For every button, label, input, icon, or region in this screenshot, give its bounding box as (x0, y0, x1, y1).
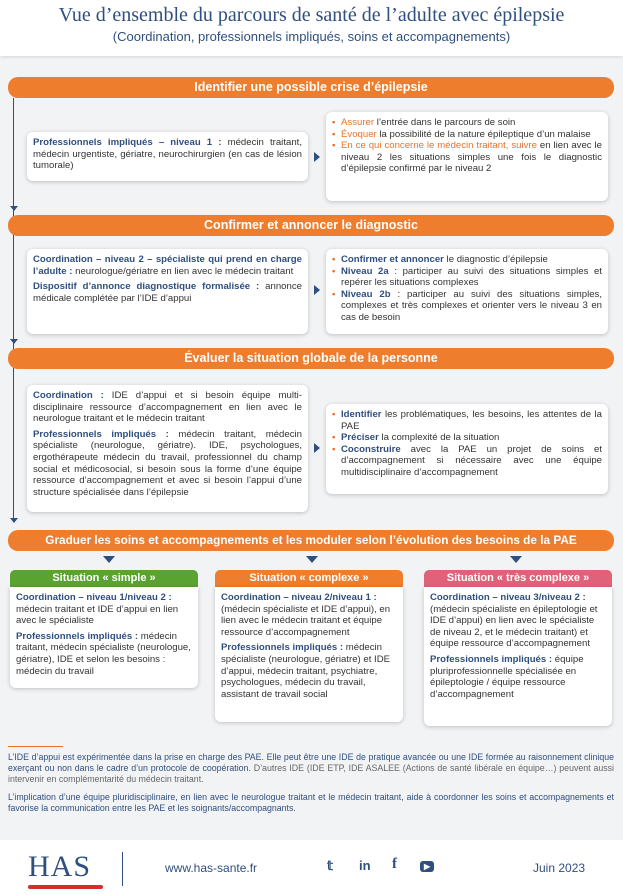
website-link[interactable]: www.has-sante.fr (165, 861, 258, 875)
footnote-ide: L’IDE d’appui est expérimentée dans la prise en charge des PAE. Elle peut être une IDE de pratique avancée ou une IDE formée au raisonnement clinique exerçant ou non dans le cadre d’un protocole de coopération. D’autres IDE (IDE ETP, IDE ASALEE (Actions de santé libérale en équipe…) peuvent aussi intervenir en complémentarité du médecin traitant. (8, 752, 614, 784)
footnote-equipe: L’implication d’une équipe pluridisciplinaire, en lien avec le neurologue traitant et le médecin traitant, aide à coordonner les soins et accompagnements et favorise la communication entre les PAE et les soignants/accompagnants. (8, 792, 614, 813)
publication-date: Juin 2023 (533, 861, 586, 875)
list-item: • Préciser la complexité de la situation (332, 432, 500, 444)
arrow-right-icon (314, 285, 320, 295)
s3-right-box (326, 404, 608, 494)
s1-right-box (326, 112, 608, 201)
twitter-icon[interactable]: 𝕥 (327, 858, 334, 873)
arrow-down-icon (510, 556, 522, 563)
situation-tres-complexe-title: Situation « très complexe » (424, 570, 612, 587)
arrow-right-icon (314, 152, 320, 162)
list-item: • Évoquer la possibilité de la nature épileptique d’un malaise (332, 128, 591, 140)
arrow-down-icon (306, 556, 318, 563)
linkedin-icon[interactable]: in (359, 858, 371, 873)
list-item: • Assurer l’entrée dans le parcours de soin (332, 117, 516, 128)
youtube-icon[interactable]: ▶ (420, 861, 434, 872)
situation-complexe-title: Situation « complexe » (215, 570, 403, 587)
timeline-arrow-down-icon (10, 206, 18, 211)
has-logo: HAS (28, 850, 92, 883)
s2-left-box: Coordination – niveau 2 – spécialiste qui prend en charge l’adulte : neurologue/gériatre en lien avec le médecin traitant Dispositif d’annonce diagnostique formalisée : annonce médicale complétée par l’IDE d’appui (27, 249, 308, 334)
situation-complexe-box: Coordination – niveau 2/niveau 1 : (médecin spécialiste et IDE d’appui), en lien avec le médecin traitant et équipe ressource d’accompagnement Professionnels impliqués : médecin spécialiste (neurologue, gériatre) et IDE d’appui, médecin traitant, psychiatre, psychologues, médecin du travail, assistant de travail social (215, 587, 403, 722)
note-separator (8, 746, 63, 747)
list-item: • Coconstruire avec la PAE un projet de soins et d’accompagnement si nécessaire avec une équipe multidisciplinaire d’accompagnement (332, 443, 602, 478)
timeline-arrow-down-icon (10, 518, 18, 523)
timeline-line (13, 98, 14, 521)
logo-swoosh (28, 885, 103, 889)
section-bar-confirmer: Confirmer et annoncer le diagnostic (8, 215, 614, 236)
s2-right-box (326, 249, 608, 334)
section-bar-graduer: Graduer les soins et accompagnements et les moduler selon l’évolution des besoins de la PAE (8, 530, 614, 551)
section-bar-identifier: Identifier une possible crise d’épilepsie (8, 77, 614, 98)
footer-divider (122, 852, 123, 886)
situation-simple-title: Situation « simple » (10, 570, 198, 587)
list-item: • Niveau 2a : participer au suivi des situations simples et repérer les situations complexes (332, 265, 602, 289)
footer (0, 840, 623, 895)
situation-simple-box: Coordination – niveau 1/niveau 2 : médecin traitant et IDE d’appui en lien avec le spécialiste Professionnels impliqués : médecin traitant, médecin spécialiste (neurologue, gériatre), IDE et selon les besoins : médecin du travail (10, 587, 198, 688)
list-item: • Confirmer et annoncer le diagnostic d’épilepsie (332, 254, 548, 265)
situation-tres-complexe-box: Coordination – niveau 3/niveau 2 : (médecin spécialiste en épileptologie et IDE d’appui) en lien avec le spécialiste de niveau 2, et le médecin traitant) et équipe ressource d’accompagnement Professionnels impliqués : équipe pluriprofessionnelle spécialisée en épileptologie / équipe ressource d’accompagnement (424, 587, 612, 726)
list-item: • Identifier les problématiques, les besoins, les attentes de la PAE (332, 409, 602, 432)
s3-left-box: Coordination : IDE d’appui et si besoin équipe multi-disciplinaire ressource d’accompagnement en lien avec le neurologue traitant et le médecin traitant Professionnels impliqués : médecin traitant, médecin spécialiste (neurologue, gériatre). IDE, psychologues, ergothérapeute médecin du travail, professionnel du champ social et médicosocial, si besoin sous la forme d’une équipe ressource d’accompagnement et avec si besoin l’appui d’une structure spécialisée dans l’épilepsie (27, 385, 308, 512)
header (0, 0, 623, 56)
s1-left-box: Professionnels impliqués – niveau 1 : médecin traitant, médecin urgentiste, gériatre, neurochirurgien (en cas de lésion tumorale) (27, 132, 308, 181)
arrow-down-icon (103, 556, 115, 563)
page-subtitle: (Coordination, professionnels impliqués, soins et accompagnements) (112, 29, 511, 44)
facebook-icon[interactable]: f (392, 856, 397, 872)
list-item: • En ce qui concerne le médecin traitant, suivre en lien avec le niveau 2 les situations simples une fois le diagnostic d’épilepsie confirmé par le niveau 2 (332, 140, 602, 175)
list-item: • Niveau 2b : participer au suivi des situations simples, complexes et très complexes et orienter vers le niveau 3 en cas de besoin (332, 288, 603, 323)
section-bar-evaluer: Évaluer la situation globale de la personne (8, 348, 614, 369)
arrow-right-icon (314, 443, 320, 453)
timeline-arrow-down-icon (10, 339, 18, 344)
page-title: Vue d’ensemble du parcours de santé de l’adulte avec épilepsie (58, 4, 565, 26)
